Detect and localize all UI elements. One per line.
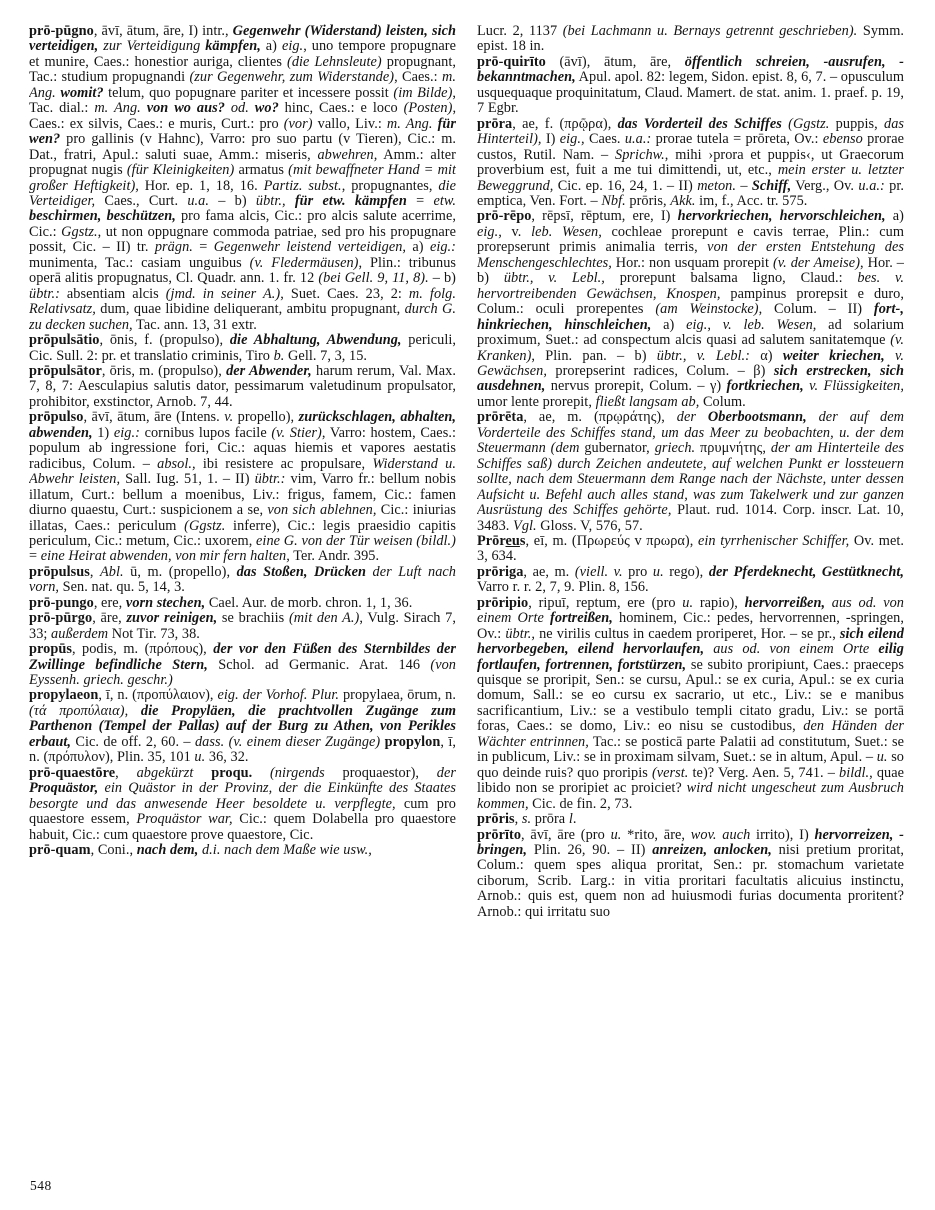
left-column (29, 24, 456, 858)
dictionary-entry: prō-pungo, ere, vorn stechen, Cael. Aur. de morb. chron. 1, 1, 36. (29, 594, 413, 611)
right-column (477, 24, 904, 920)
page-number: 548 (30, 1178, 52, 1193)
dictionary-entry: prō-pūrgo, āre, zuvor reinigen, se brachiis (mit den A.), Vulg. Sirach 7, 33; außerdem Not Tir. 73, 38. (29, 610, 456, 642)
dictionary-entry: Lucr. 2, 1137 (bei Lachmann u. Bernays getrennt geschrieben). Symm. epist. 18 in. (477, 24, 904, 55)
dictionary-entry: prō-quaestōre, abgekürzt proqu. (nirgends proquaestor), der Proquästor, ein Quästor in der Provinz, der die Einkünfte des Staates besorgte und das anwesende Heer besoldete u. verpflegte, cum pro quaestore essem, Proquästor war, Cic.: quem Dolabella pro quaestore habuit, Cic.: cum quaestore prove quaestore, Cic. (29, 764, 456, 843)
dictionary-entry: Prōreus, eī, m. (Πρωρεύς v πρωρα), ein tyrrhenischer Schiffer, Ov. met. 3, 634. (477, 532, 904, 565)
dictionary-entry: prō-pūgno, āvī, ātum, āre, I) intr., Gegenwehr (Widerstand) leisten, sich verteidigen, zur Verteidigung kämpfen, a) eig., uno tempore propugnare et munire, Caes.: honestior auriga, clientes (die Lehnsleute) propugnant, Tac.: studium propugnandi (zur Gegenwehr, zum Widerstande), Caes.: m. Ang. womit? telum, quo popugnare pariter et incessere possit (im Bilde), Tac. dial.: m. Ang. von wo aus? od. wo? hinc, Caes.: e loco (Posten), Caes.: ex silvis, Caes.: e muris, Curt.: pro (vor) vallo, Liv.: m. Ang. für wen? pro gallinis (v Hahnc), Varro: pro suo partu (v Tieren), Cic.: m. Dat., fratri, Apul.: saluti suae, Amm.: miseris, abwehren, Amm.: alter propugnat nugis (für Kleinigkeiten) armatus (mit bewaffneter Hand = mit großer Heftigkeit), Hor. ep. 1, 18, 16. Partiz. subst., propugnantes, die Verteidiger, Caes., Curt. u.a. – b) übtr., für etw. kämpfen = etw. beschirmen, beschützen, pro fama alcis, Cic.: pro alcis salute acerrime, Cic.: Ggstz., ut non oppugnare commoda patriae, sed pro his propugnare possit, Cic. – II) tr. prägn. = Gegenwehr leistend verteidigen, a) eig.: munimenta, Tac.: casiam unguibus (v. Fledermäusen), Plin.: tribunus operā alitis propugnatus, Cl. Quadr. ann. 1. fr. 12 (bei Gell. 9, 11, 8). – b) übtr.: absentiam alcis (jmd. in seiner A.), Suet. Caes. 23, 2: m. folg. Relativsatz, dum, quae libidine deliquerant, ambitu propugnant, durch G. zu decken suchen, Tac. ann. 13, 31 extr. (29, 24, 456, 333)
dictionary-entry: prōrēta, ae, m. (πρῳράτης), der Oberbootsmann, der auf dem Vorderteile des Schiffes stand, um das Meer zu beobachten, u. der dem Steuermann (dem gubernator, griech. πρυμνήτης, der am Hinterteile des Schiffes saß) durch Zeichen andeutete, auf welchen Punkt er lossteuern sollte, nach dem Steuermann dem Range nach der Nächste, unter dessen Aufsicht u. Befehl auch alles stand, was zum Takelwerk und zur ganzen Ausrüstung des Schiffes gehörte, Plaut. rud. 1014. Corp. inscr. Lat. 10, 3483. Vgl. Gloss. V, 576, 57. (477, 409, 904, 534)
dictionary-entry: prōra, ae, f. (πρῷρα), das Vorderteil des Schiffes (Ggstz. puppis, das Hinterteil), I) eig., Caes. u.a.: prorae tutela = prōreta, Ov.: ebenso prorae custos, Rutil. Nam. – Sprichw., mihi ›prora et puppis‹, ut Graecorum proverbium est, fuit a me tui dimittendi, ut, etc., mein erster u. letzter Beweggrund, Cic. ep. 16, 24, 1. – II) meton. – Schiff, Verg., Ov. u.a.: pr. emptica, Ven. Fort. – Nbf. prōris, Akk. im, f., Acc. tr. 575. (477, 115, 904, 209)
text-columns (29, 24, 905, 920)
dictionary-entry: prōpulsus, Abl. ū, m. (propello), das Stoßen, Drücken der Luft nach vorn, Sen. nat. qu. 5, 14, 3. (29, 563, 456, 596)
dictionary-entry: prōrīto, āvī, āre (pro u. *rito, āre, wov. auch irrito), I) hervorreizen, -bringen, Plin. 26, 90. – II) anreizen, anlocken, nisi pretium proritat, Colum.: quem spes aliqua proritat, Sen.: pr. stomachum varietate ciborum, Scrib. Larg.: in vitia proritari facultatis alicuius instinctu, Arnob.: quis est, quem non ad huiusmodi furias documenta proritent? Arnob.: qui irritatu suo (477, 826, 904, 920)
dictionary-entry: prōpulsātio, ōnis, f. (propulso), die Abhaltung, Abwendung, periculi, Cic. Sull. 2: pr. et translatio criminis, Tiro b. Gell. 7, 3, 15. (29, 332, 456, 364)
dictionary-entry: prōripio, ripuī, reptum, ere (pro u. rapio), hervorreißen, aus od. von einem Orte fortreißen, hominem, Cic.: pedes, hervorrennen, -springen, Ov.: übtr., ne virilis cultus in caedem proriperet, Hor. – se pr., sich eilend hervorbegeben, eilend hervorlaufen, aus od. von einem Orte eilig fortlaufen, fortrennen, fortstürzen, se subito proripiunt, Caes.: praeceps quisque se proripit, Sen.: se cursu, Apul.: se ex curia, Apul.: se ex curia domum, Sall.: se eo cursu ex sacrario, ut etc., Liv.: se e manibus sacrificantium, Liv.: se a vestibulo templi citato gradu, Liv.: se portā foras, Caes.: se domo, Liv.: eo nisu se custodibus, den Händen der Wächter entrinnen, Tac.: se posticā parte Palatii ad constitutum, Suet.: se in publicum, Liv.: se in proximam silvam, Suet.: se in altum, Apul. – u. so quo deinde ruis? quo proripis (verst. te)? Verg. Aen. 5, 741. – bildl., quae libido non se proripiet ac proiciet? wird nicht ungescheut zum Ausbruch kommen, Cic. de fin. 2, 73. (477, 594, 904, 812)
dictionary-entry: propylaeon, ī, n. (προπύλαιον), eig. der Vorhof. Plur. propylaea, ōrum, n. (τά προπύλαια), die Propyläen, die prachtvollen Zugänge zum Parthenon (Tempel der Pallas) auf der Burg zu Athen, von Perikles erbaut, Cic. de off. 2, 60. – dass. (v. einem dieser Zugänge) propylon, ī, n. (πρόπυλον), Plin. 35, 101 u. 36, 32. (29, 687, 456, 766)
dictionary-entry: prōriga, ae, m. (viell. v. pro u. rego), der Pferdeknecht, Gestütknecht, Varro r. r. 2, 7, 9. Plin. 8, 156. (477, 563, 904, 596)
dictionary-entry: prōpulsātor, ōris, m. (propulso), der Abwender, harum rerum, Val. Max. 7, 8, 7: Aesculapius salutis dator, pessimarum valetudinum propulsator, prohibitor, exstinctor, Arnob. 7, 44. (29, 362, 456, 410)
dictionary-entry: prō-quirīto (āvī), ātum, āre, öffentlich schreien, -ausrufen, -bekanntmachen, Apul. apol. 82: legem, Sidon. epist. 8, 6, 7. – opusculum usquequaque proquinitatum, Claud. Mamert. de stat. anim. 1. praef. p. 19, 7 Egbr. (477, 53, 904, 117)
dictionary-entry: prō-rēpo, rēpsī, rēptum, ere, I) hervorkriechen, hervorschleichen, a) eig., v. leb. Wesen, cochleae prorepunt e cavis terrae, Plin.: cum prorepserunt primis animalia terris, von der ersten Entstehung des Menschengeschlechtes, Hor.: non usquam prorepit (v. der Ameise), Hor. – b) übtr., v. Lebl., prorepunt balsama ligno, Claud.: bes. v. hervortreibenden Gewächsen, Knospen, pampinus prorepsit e duro, Colum.: oculi prorepentes (am Weinstocke), Colum. – II) fort-, hinkriechen, hinschleichen, a) eig., v. leb. Wesen, ad solarium proximum, Suet.: ad conspectum alcis quasi ad salutem sanitatemque (v. Kranken), Plin. pan. – b) übtr., v. Lebl.: α) weiter kriechen, v. Gewächsen, prorepserint radices, Colum. – β) sich erstrecken, sich ausdehnen, nervus prorepit, Colum. – γ) fortkriechen, v. Flüssigkeiten, umor lente prorepit, fließt langsam ab, Colum. (477, 208, 904, 410)
dictionary-entry: prō-quam, Coni., nach dem, d.i. nach dem Maße wie usw., (29, 842, 372, 859)
dictionary-entry: propūs, podis, m. (πρόπους), der vor den Füßen des Sternbildes der Zwillinge befindliche Stern, Schol. ad Germanic. Arat. 146 (von Eyssenh. griech. geschr.) (29, 641, 456, 689)
dictionary-entry: prōris, s. prōra l. (477, 811, 577, 828)
dictionary-entry: prōpulso, āvī, ātum, āre (Intens. v. propello), zurückschlagen, abhalten, abwenden, 1) eig.: cornibus lupos facile (v. Stier), Varro: hostem, Caes.: populum ab ingressione fori, Cic.: aquas hiemis et vapores aestatis radicibus, Colum. – absol., ibi resistere ac propulsare, Widerstand u. Abwehr leisten, Sall. Iug. 51, 1. – II) übtr.: vim, Varro fr.: bellum nobis illatum, Curt.: bellum a moenibus, Liv.: frigus, famem, Cic.: famen diurno quaestu, Curt.: suspicionem a se, von sich ablehnen, Cic.: iniurias illatas, Caes.: periculum (Ggstz. inferre), Cic.: legis praesidio capitis periculum, Cic.: metum, Cic.: uxorem, eine G. von der Tür weisen (bildl.) = eine Heirat abwenden, von mir fern halten, Ter. Andr. 395. (29, 409, 456, 565)
